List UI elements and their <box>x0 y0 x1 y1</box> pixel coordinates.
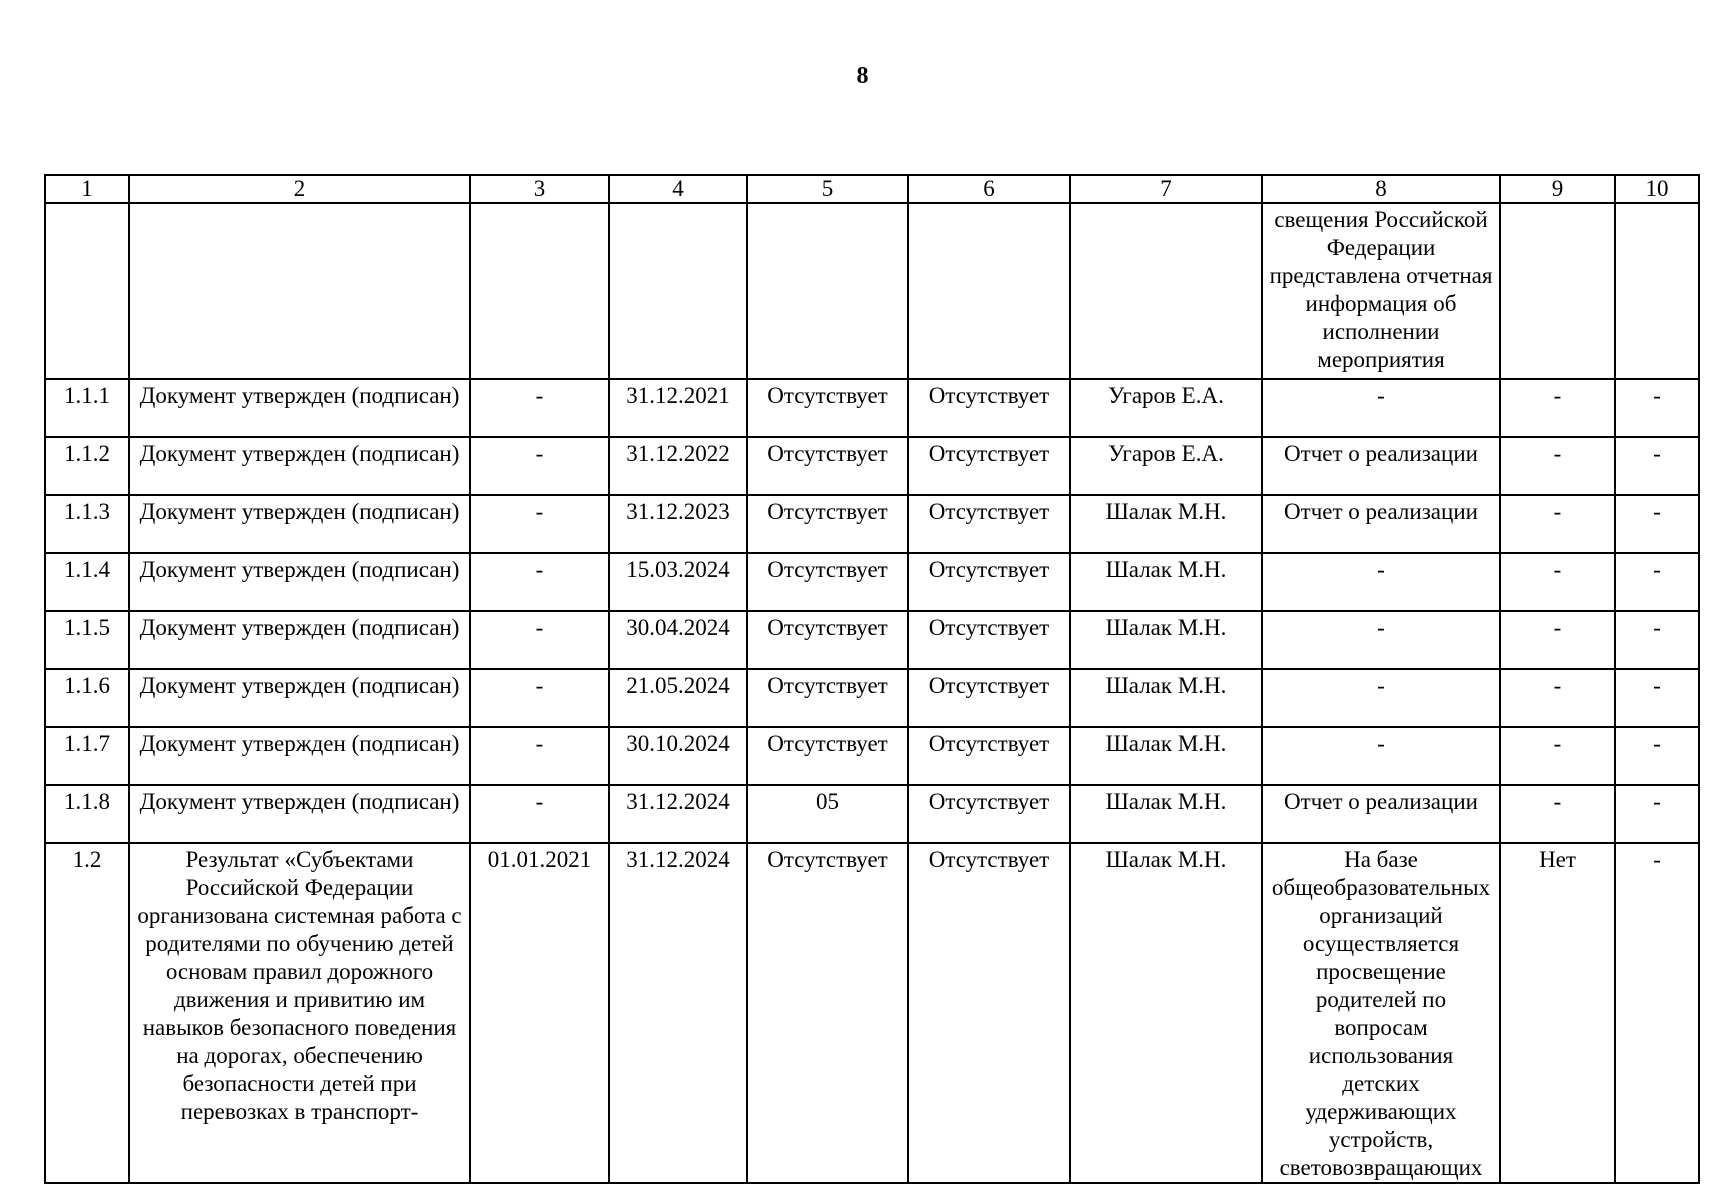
table-row <box>45 553 1699 611</box>
table-cell: - <box>1615 553 1699 611</box>
table-cell: 31.12.2021 <box>609 379 747 437</box>
table-cell: Отсутствует <box>908 437 1070 495</box>
column-number: 10 <box>1615 175 1699 203</box>
table-cell: - <box>1500 553 1615 611</box>
table-cell: Документ утвержден (подписан) <box>129 785 470 843</box>
report-table <box>44 174 1700 1184</box>
table-cell <box>1615 203 1699 379</box>
table-cell: - <box>470 379 609 437</box>
table-cell: Отсутствует <box>747 669 908 727</box>
table-cell: Документ утвержден (подписан) <box>129 669 470 727</box>
table-cell: Отсутствует <box>908 495 1070 553</box>
table-cell: - <box>1500 669 1615 727</box>
table-cell: - <box>1615 669 1699 727</box>
table-cell: 21.05.2024 <box>609 669 747 727</box>
table-cell: Отсутствует <box>747 553 908 611</box>
table-cell: - <box>1262 611 1500 669</box>
table-cell: - <box>470 727 609 785</box>
table-cell: Отчет о реализации <box>1262 495 1500 553</box>
table-cell: Отсутствует <box>747 843 908 1183</box>
table-cell: Отсутствует <box>747 611 908 669</box>
table-cell: - <box>1500 379 1615 437</box>
table-cell: - <box>470 495 609 553</box>
table-cell: - <box>1500 437 1615 495</box>
table-cell: Документ утвержден (подписан) <box>129 437 470 495</box>
table-cell: Документ утвержден (подписан) <box>129 379 470 437</box>
column-number: 5 <box>747 175 908 203</box>
table-cell: Шалак М.Н. <box>1070 843 1262 1183</box>
table-cell <box>129 203 470 379</box>
column-number: 6 <box>908 175 1070 203</box>
table-cell: 31.12.2023 <box>609 495 747 553</box>
table-cell: - <box>1500 785 1615 843</box>
table-cell: 1.1.8 <box>45 785 129 843</box>
table-cell: - <box>1500 727 1615 785</box>
table-cell: 1.1.6 <box>45 669 129 727</box>
table-cell: Шалак М.Н. <box>1070 669 1262 727</box>
table-cell: Отчет о реализации <box>1262 437 1500 495</box>
table-cell: - <box>1500 495 1615 553</box>
table-cell: Документ утвержден (подписан) <box>129 553 470 611</box>
table-cell: Нет <box>1500 843 1615 1183</box>
table-cell: - <box>470 669 609 727</box>
table-row <box>45 611 1699 669</box>
column-number-row <box>45 175 1699 203</box>
table-cell: - <box>1615 495 1699 553</box>
table-cell: - <box>1262 379 1500 437</box>
table-cell: 1.1.1 <box>45 379 129 437</box>
table-cell: Отсутствует <box>747 379 908 437</box>
table-cell: - <box>1262 669 1500 727</box>
continuation-row <box>45 203 1699 379</box>
table-cell: - <box>1500 611 1615 669</box>
column-number: 3 <box>470 175 609 203</box>
table-cell: Документ утвержден (подписан) <box>129 611 470 669</box>
column-number: 8 <box>1262 175 1500 203</box>
table-cell: Документ утвержден (подписан) <box>129 727 470 785</box>
column-number: 4 <box>609 175 747 203</box>
table-row <box>45 437 1699 495</box>
table-cell: На базе общеобразовательных организаций осуществляется просвещение родителей по вопросам использования детских удерживающих устройств, световозвращающих <box>1262 843 1500 1183</box>
table-cell: Отсутствует <box>908 611 1070 669</box>
table-cell: 1.1.7 <box>45 727 129 785</box>
page-number: 8 <box>856 63 869 89</box>
table-cell: Отсутствует <box>908 553 1070 611</box>
table-cell: Отсутствует <box>908 669 1070 727</box>
table-cell: 1.1.5 <box>45 611 129 669</box>
table-cell: 31.12.2022 <box>609 437 747 495</box>
column-number: 2 <box>129 175 470 203</box>
table-row <box>45 379 1699 437</box>
table-cell: - <box>1615 437 1699 495</box>
table-cell: Отсутствует <box>747 727 908 785</box>
table-cell <box>1500 203 1615 379</box>
table-cell: 1.1.4 <box>45 553 129 611</box>
table-cell <box>45 203 129 379</box>
table-cell <box>908 203 1070 379</box>
table-cell: 1.1.3 <box>45 495 129 553</box>
table-cell: Шалак М.Н. <box>1070 495 1262 553</box>
table-cell: 05 <box>747 785 908 843</box>
table-row <box>45 495 1699 553</box>
table-cell: - <box>470 553 609 611</box>
table-cell: Отсутствует <box>908 379 1070 437</box>
table-cell: - <box>1262 553 1500 611</box>
table-cell: Отчет о реализации <box>1262 785 1500 843</box>
table-cell: - <box>470 611 609 669</box>
table-cell: - <box>1615 379 1699 437</box>
table-cell: Отсутствует <box>747 495 908 553</box>
table-cell: Угаров Е.А. <box>1070 437 1262 495</box>
table-cell: Результат «Субъектами Российской Федерации организована системная работа с родителями по обучению детей основам правил дорожного движения и привитию им навыков безопасного поведения на дорогах, обеспечению безопасности детей при перевозках в транспорт- <box>129 843 470 1183</box>
table-cell: Шалак М.Н. <box>1070 785 1262 843</box>
table-cell <box>470 203 609 379</box>
table-cell <box>609 203 747 379</box>
table-cell <box>1070 203 1262 379</box>
table-cell: 30.04.2024 <box>609 611 747 669</box>
column-number: 1 <box>45 175 129 203</box>
table-cell: 30.10.2024 <box>609 727 747 785</box>
table-cell: Шалак М.Н. <box>1070 611 1262 669</box>
table-cell: 1.1.2 <box>45 437 129 495</box>
table-cell: Отсутствует <box>747 437 908 495</box>
column-number: 9 <box>1500 175 1615 203</box>
table-cell: Отсутствует <box>908 785 1070 843</box>
table-cell: Угаров Е.А. <box>1070 379 1262 437</box>
table-cell: 1.2 <box>45 843 129 1183</box>
table-cell: - <box>1262 727 1500 785</box>
table-row <box>45 669 1699 727</box>
table-cell: Шалак М.Н. <box>1070 553 1262 611</box>
table-cell: - <box>470 437 609 495</box>
table-cell: - <box>1615 785 1699 843</box>
table-cell: 31.12.2024 <box>609 785 747 843</box>
column-number: 7 <box>1070 175 1262 203</box>
table-cell: - <box>1615 843 1699 1183</box>
table-cell: - <box>1615 611 1699 669</box>
table-cell: 31.12.2024 <box>609 843 747 1183</box>
table-cell: 01.01.2021 <box>470 843 609 1183</box>
table-cell: - <box>1615 727 1699 785</box>
table-row <box>45 843 1699 1183</box>
table-cell: Отсутствует <box>908 727 1070 785</box>
table-row <box>45 727 1699 785</box>
table-cell: свещения Российской Федерации представлена отчетная информация об исполнении мероприятия <box>1262 203 1500 379</box>
table-cell: 15.03.2024 <box>609 553 747 611</box>
table-cell: Отсутствует <box>908 843 1070 1183</box>
table-cell: Документ утвержден (подписан) <box>129 495 470 553</box>
table-cell: - <box>470 785 609 843</box>
table-cell <box>747 203 908 379</box>
table-cell: Шалак М.Н. <box>1070 727 1262 785</box>
table-row <box>45 785 1699 843</box>
